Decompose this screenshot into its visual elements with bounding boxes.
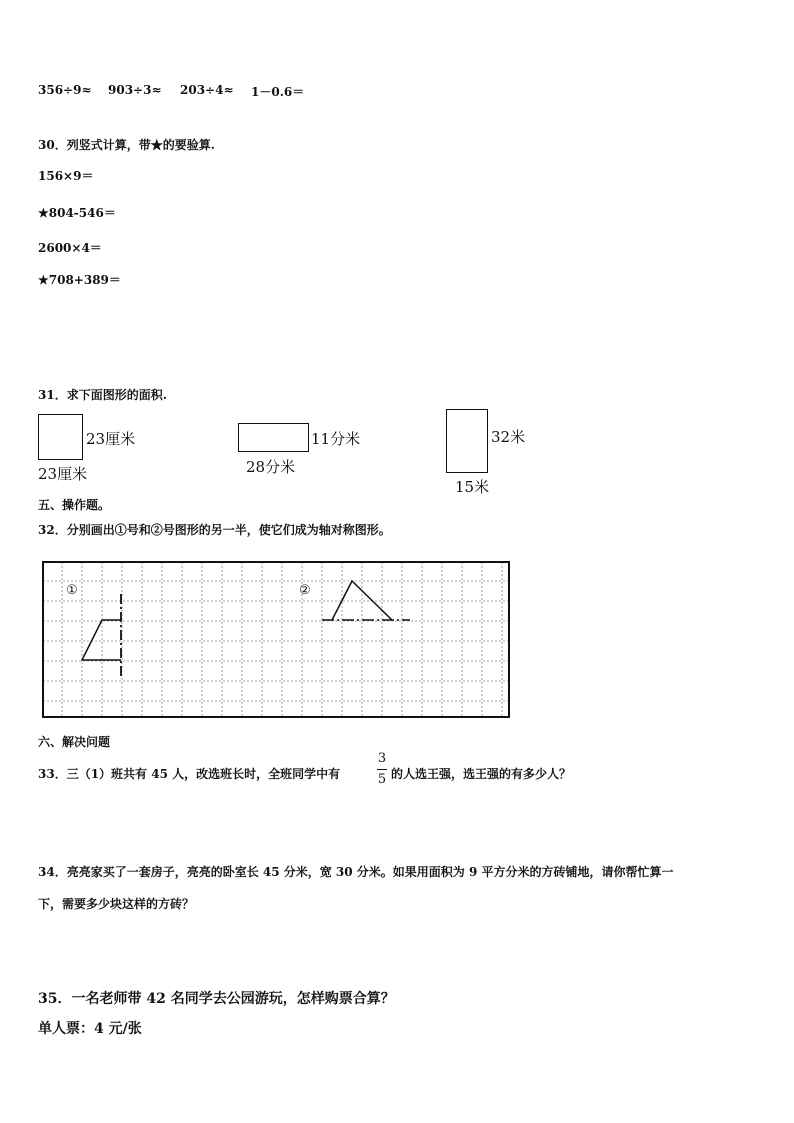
tall-rectangle-figure <box>446 409 488 473</box>
q30-item-4: ★708+389＝ <box>38 273 121 287</box>
figure-2-label: ② <box>299 583 311 598</box>
tall-rect-width-label: 15米 <box>455 478 490 496</box>
estimation-item-4: 1－0.6＝ <box>251 85 305 99</box>
tall-rect-height-label: 32米 <box>491 428 526 446</box>
figure-1-half <box>82 620 121 660</box>
section-5-heading: 五、操作题。 <box>38 498 111 512</box>
q35-ticket-price: 单人票：4 元/张 <box>38 1021 142 1037</box>
q30-item-1: 156×9＝ <box>38 169 94 183</box>
figure-1-label: ① <box>66 583 78 598</box>
q34-line-1: 34．亮亮家买了一套房子，亮亮的卧室长 45 分米，宽 30 分米。如果用面积为 9 平方分米的方砖铺地，请你帮忙算一 <box>38 865 674 879</box>
section-6-heading: 六、解决问题 <box>38 735 111 749</box>
rect-height-label: 11分米 <box>311 430 361 448</box>
estimation-item-3: 203÷4≈ <box>180 83 234 97</box>
rect-width-label: 28分米 <box>246 458 296 476</box>
grid-border <box>43 562 509 717</box>
q35-title: 35．一名老师带 42 名同学去公园游玩，怎样购票合算？ <box>38 991 395 1007</box>
q30-item-3: 2600×4＝ <box>38 241 102 255</box>
q30-item-2: ★804-546＝ <box>38 206 116 220</box>
q33-fraction-bar <box>377 769 387 770</box>
square-side-label: 23厘米 <box>86 430 136 448</box>
square-figure <box>38 414 83 460</box>
estimation-item-2: 903÷3≈ <box>108 83 162 97</box>
estimation-item-1: 356÷9≈ <box>38 83 92 97</box>
q32-title: 32．分别画出①号和②号图形的另一半，使它们成为轴对称图形。 <box>38 523 391 537</box>
grid-lines <box>43 562 508 717</box>
q33-text-before: 33．三（1）班共有 45 人，改选班长时，全班同学中有 <box>38 767 341 781</box>
q33-fraction-numerator: 3 <box>377 751 387 766</box>
q33-fraction-denominator: 5 <box>377 772 387 787</box>
q31-title: 31．求下面图形的面积. <box>38 388 167 402</box>
q30-title: 30．列竖式计算，带★的要验算. <box>38 138 215 152</box>
q34-line-2: 下，需要多少块这样的方砖？ <box>38 897 195 911</box>
symmetry-grid <box>42 561 512 721</box>
q33-text-after: 的人选王强，选王强的有多少人？ <box>391 767 572 781</box>
square-bottom-label: 23厘米 <box>38 465 88 483</box>
rectangle-figure <box>238 423 309 452</box>
